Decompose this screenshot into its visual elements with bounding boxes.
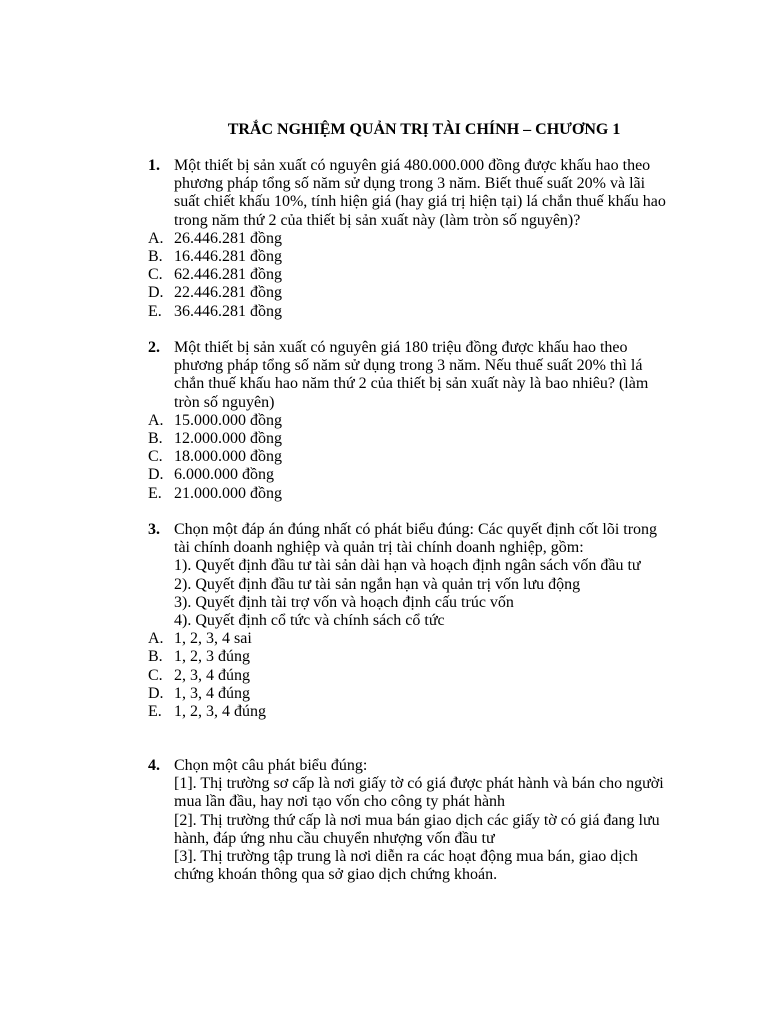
- answer-option: [148, 230, 708, 248]
- question-line: Chọn một đáp án đúng nhất có phát biểu đúng: Các quyết định cốt lõi trong: [174, 521, 658, 538]
- answer-option: [148, 248, 708, 266]
- question-3: [148, 521, 708, 721]
- answer-option: [148, 667, 708, 685]
- option-text: 1, 2, 3 đúng: [174, 648, 250, 666]
- option-letter: A.: [148, 630, 164, 648]
- question-stem: [148, 157, 708, 230]
- question-text: [174, 521, 708, 630]
- option-letter: B.: [148, 248, 163, 266]
- option-letter: E.: [148, 302, 162, 320]
- answer-option: [148, 630, 708, 648]
- question-number: 1.: [148, 157, 160, 174]
- option-text: 1, 2, 3, 4 đúng: [174, 703, 266, 721]
- option-letter: A.: [148, 229, 164, 247]
- option-letter: E.: [148, 484, 162, 502]
- statement-line: hành, đáp ứng nhu cầu chuyển nhượng vốn đầu tư: [174, 829, 495, 847]
- question-stem: [148, 521, 708, 630]
- question-line: phương pháp tổng số năm sử dụng trong 3 năm. Biết thuế suất 20% và lãi: [174, 175, 646, 193]
- option-letter: D.: [148, 284, 164, 302]
- statement-line: chứng khoán thông qua sở giao dịch chứng khoán.: [174, 866, 498, 884]
- question-line: 2). Quyết định đầu tư tài sản ngắn hạn và quản trị vốn lưu động: [174, 575, 581, 593]
- option-text: 18.000.000 đồng: [174, 448, 282, 466]
- option-text: 62.446.281 đồng: [174, 266, 282, 284]
- question-stem: [148, 339, 708, 412]
- option-text: 21.000.000 đồng: [174, 484, 282, 502]
- option-letter: A.: [148, 411, 164, 429]
- answer-option: [148, 430, 708, 448]
- option-text: 1, 2, 3, 4 sai: [174, 630, 252, 648]
- question-line: Chọn một câu phát biểu đúng:: [174, 757, 368, 774]
- answer-option: [148, 448, 708, 466]
- question-stem: [148, 757, 708, 884]
- question-line: 3). Quyết định tài trợ vốn và hoạch định cấu trúc vốn: [174, 593, 514, 611]
- option-text: 26.446.281 đồng: [174, 229, 282, 247]
- answer-option: [148, 466, 708, 484]
- option-text: 15.000.000 đồng: [174, 411, 282, 429]
- document-title: TRẮC NGHIỆM QUẢN TRỊ TÀI CHÍNH – CHƯƠNG 1: [227, 121, 621, 138]
- option-letter: B.: [148, 430, 163, 448]
- question-line: Một thiết bị sản xuất có nguyên giá 180 triệu đồng được khấu hao theo: [174, 339, 628, 356]
- option-letter: C.: [148, 448, 163, 466]
- option-text: 22.446.281 đồng: [174, 284, 282, 302]
- answer-option: [148, 303, 708, 321]
- option-letter: E.: [148, 703, 162, 721]
- option-letter: B.: [148, 648, 163, 666]
- option-text: 2, 3, 4 đúng: [174, 666, 250, 684]
- answer-option: [148, 412, 708, 430]
- question-line: 1). Quyết định đầu tư tài sản dài hạn và hoạch định ngân sách vốn đầu tư: [174, 557, 641, 575]
- answer-option: [148, 485, 708, 503]
- option-text: 12.000.000 đồng: [174, 430, 282, 448]
- question-line: Một thiết bị sản xuất có nguyên giá 480.000.000 đồng được khấu hao theo: [174, 157, 651, 174]
- option-text: 36.446.281 đồng: [174, 302, 282, 320]
- option-letter: C.: [148, 266, 163, 284]
- statement-line: [1]. Thị trường sơ cấp là nơi giấy tờ có giá được phát hành và bán cho người: [174, 775, 664, 793]
- option-text: 16.446.281 đồng: [174, 248, 282, 266]
- question-1: [148, 157, 708, 321]
- option-letter: D.: [148, 684, 164, 702]
- question-number: 3.: [148, 521, 160, 538]
- answer-option: [148, 648, 708, 666]
- question-line: tròn số nguyên): [174, 393, 275, 411]
- question-line: 4). Quyết định cổ tức và chính sách cổ tức: [174, 612, 445, 630]
- answer-option: [148, 284, 708, 302]
- answer-option: [148, 266, 708, 284]
- question-line: trong năm thứ 2 của thiết bị sản xuất này (làm tròn số nguyên)?: [174, 211, 581, 229]
- question-text: [174, 757, 708, 884]
- question-line: suất chiết khấu 10%, tính hiện giá (hay giá trị hiện tại) lá chắn thuế khấu hao: [174, 193, 666, 211]
- question-number: 2.: [148, 339, 160, 356]
- answer-option: [148, 703, 708, 721]
- question-line: chắn thuế khấu hao năm thứ 2 của thiết bị sản xuất này là bao nhiêu? (làm: [174, 375, 649, 393]
- option-text: 6.000.000 đồng: [174, 466, 274, 484]
- question-text: [174, 339, 708, 412]
- question-number: 4.: [148, 757, 160, 774]
- question-line: tài chính doanh nghiệp và quản trị tài chính doanh nghiệp, gồm:: [174, 539, 584, 557]
- option-letter: D.: [148, 466, 164, 484]
- question-text: [174, 157, 708, 230]
- answer-option: [148, 685, 708, 703]
- statement-line: [3]. Thị trường tập trung là nơi diễn ra các hoạt động mua bán, giao dịch: [174, 848, 638, 866]
- question-2: [148, 339, 708, 503]
- option-text: 1, 3, 4 đúng: [174, 684, 250, 702]
- option-letter: C.: [148, 666, 163, 684]
- question-4: [148, 757, 708, 884]
- statement-line: [2]. Thị trường thứ cấp là nơi mua bán giao dịch các giấy tờ có giá đang lưu: [174, 811, 660, 829]
- statement-line: mua lần đầu, hay nơi tạo vốn cho công ty phát hành: [174, 793, 506, 811]
- question-line: phương pháp tổng số năm sử dụng trong 3 năm. Nếu thuế suất 20% thì lá: [174, 357, 643, 375]
